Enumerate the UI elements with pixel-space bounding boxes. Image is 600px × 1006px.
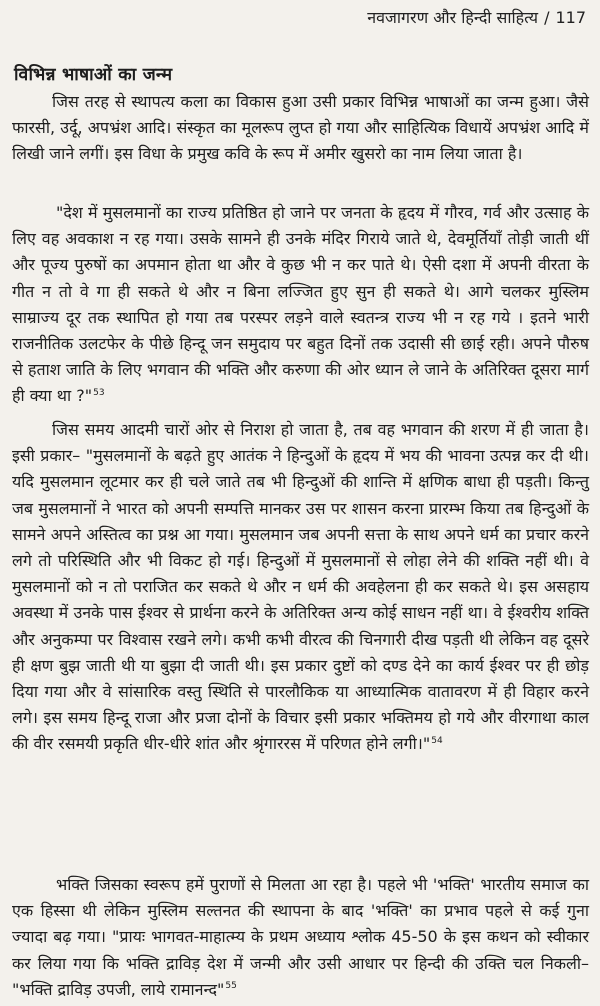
paragraph-bhakti-text: भक्ति जिसका स्वरूप हमें पुराणों से मिलता आ रहा है। पहले भी 'भक्ति' भारतीय समाज का एक हिस्सा थी लेकिन मुस्लिम सल्तनत की स्थापना के बाद 'भक्ति' का प्रभाव पहले से कई गुना ज्यादा बढ़ गया। "प्रायः भागवत-माहात्म्य के प्रथम अध्याय श्लोक 45-50 के इस कथन को स्वीकार कर लिया गया कि भक्ति द्राविड़ देश में जन्मी और उसी आधार पर हिन्दी की उक्ति चल निकली– "भक्ति द्राविड़ उपजी, लाये रामानन्द" bbox=[12, 875, 589, 999]
section-title: विभिन्न भाषाओं का जन्म bbox=[14, 65, 173, 85]
header-title: नवजागरण और हिन्दी साहित्य bbox=[367, 8, 539, 27]
paragraph-intro-text: जिस तरह से स्थापत्य कला का विकास हुआ उसी प्रकार विभिन्न भाषाओं का जन्म हुआ। जैसे फारसी, उर्दू, अपभ्रंश आदि। संस्कृत का मूलरूप लुप्त हो गया और साहित्यिक विधायें अपभ्रंश आदि में लिखी जाने लगीं। इस विधा के प्रमुख कवि के रूप में अमीर खुसरो का नाम लिया जाता है। bbox=[12, 92, 589, 164]
footnote-ref-53: 53 bbox=[93, 388, 105, 399]
footnote-ref-55: 55 bbox=[225, 981, 237, 992]
footnote-ref-54: 54 bbox=[431, 736, 443, 747]
quotation-paragraph bbox=[12, 200, 589, 410]
paragraph-intro bbox=[12, 89, 589, 168]
paragraph-bhakti bbox=[12, 872, 589, 1003]
quotation-text: "देश में मुसलमानों का राज्य प्रतिष्ठित हो जाने पर जनता के हृदय में गौरव, गर्व और उत्साह के लिए वह अवकाश न रह गया। उसके सामने ही उनके मंदिर गिराये जाते थे, देवमूर्तियाँ तोड़ी जाती थीं और पूज्य पुरुषों का अपमान होता था और वे कुछ भी न कर पाते थे। ऐसी दशा में अपनी वीरता के गीत न तो वे गा ही सकते थे और न बिना लज्जित हुए सुन ही सकते थे। आगे चलकर मुस्लिम साम्राज्य दूर तक स्थापित हो गया तब परस्पर लड़ने वाले स्वतन्त्र राज्य भी न रह गये । इतने भारी राजनीतिक उलटफेर के पीछे हिन्दू जन समुदाय पर बहुत दिनों तक उदासी सी छाई रही। अपने पौरुष से हताश जाति के लिए भगवान की भक्ति और करुणा की ओर ध्यान ले जाने के अतिरिक्त दूसरा मार्ग ही क्या था ?" bbox=[12, 203, 589, 406]
paragraph-refuge-text: जिस समय आदमी चारों ओर से निराश हो जाता है, तब वह भगवान की शरण में ही जाता है। इसी प्रकार– "मुसलमानों के बढ़ते हुए आतंक ने हिन्दुओं के हृदय में भय की भावना उत्पन्न कर दी थी। यदि मुसलमान लूटमार कर ही चले जाते तब भी हिन्दुओं की शान्ति में क्षणिक बाधा ही पड़ती। किन्तु जब मुसलमानों ने भारत को अपनी सम्पत्ति मानकर उस पर शासन करना प्रारम्भ किया तब हिन्दुओं के सामने अपने अस्तित्व का प्रश्न आ गया। मुसलमान जब अपनी सत्ता के साथ अपने धर्म का प्रचार करने लगे तो परिस्थिति और भी विकट हो गई। हिन्दुओं में मुसलमानों से लोहा लेने की शक्ति नहीं थी। वे मुसलमानों को न तो पराजित कर सकते थे और न धर्म की अवहेलना ही कर सकते थे। इस असहाय अवस्था में उनके पास ईश्वर से प्रार्थना करने के अतिरिक्त अन्य कोई साधन नहीं था। वे ईश्वरीय शक्ति और अनुकम्पा पर विश्वास रखने लगे। कभी कभी वीरत्व की चिनगारी दीख पड़ती थी लेकिन वह दूसरे ही क्षण बुझ जाती थी या बुझा दी जाती थी। इस प्रकार दुष्टों को दण्ड देने का कार्य ईश्वर पर ही छोड़ दिया गया और वे सांसारिक वस्तु स्थिति से पारलौकिक या आध्यात्मिक वातावरण में ही विहार करने लगे। इस समय हिन्दू राजा और प्रजा दोनों के विचार इसी प्रकार भक्तिमय हो गये और वीरगाथा काल की वीर रसमयी प्रकृति धीर-धीरे शांत और श्रृंगाररस में परिणत होने लगी।" bbox=[12, 420, 589, 754]
running-header bbox=[367, 6, 586, 28]
page-number: 117 bbox=[555, 8, 586, 27]
paragraph-refuge bbox=[12, 417, 589, 758]
header-separator: / bbox=[544, 8, 550, 27]
